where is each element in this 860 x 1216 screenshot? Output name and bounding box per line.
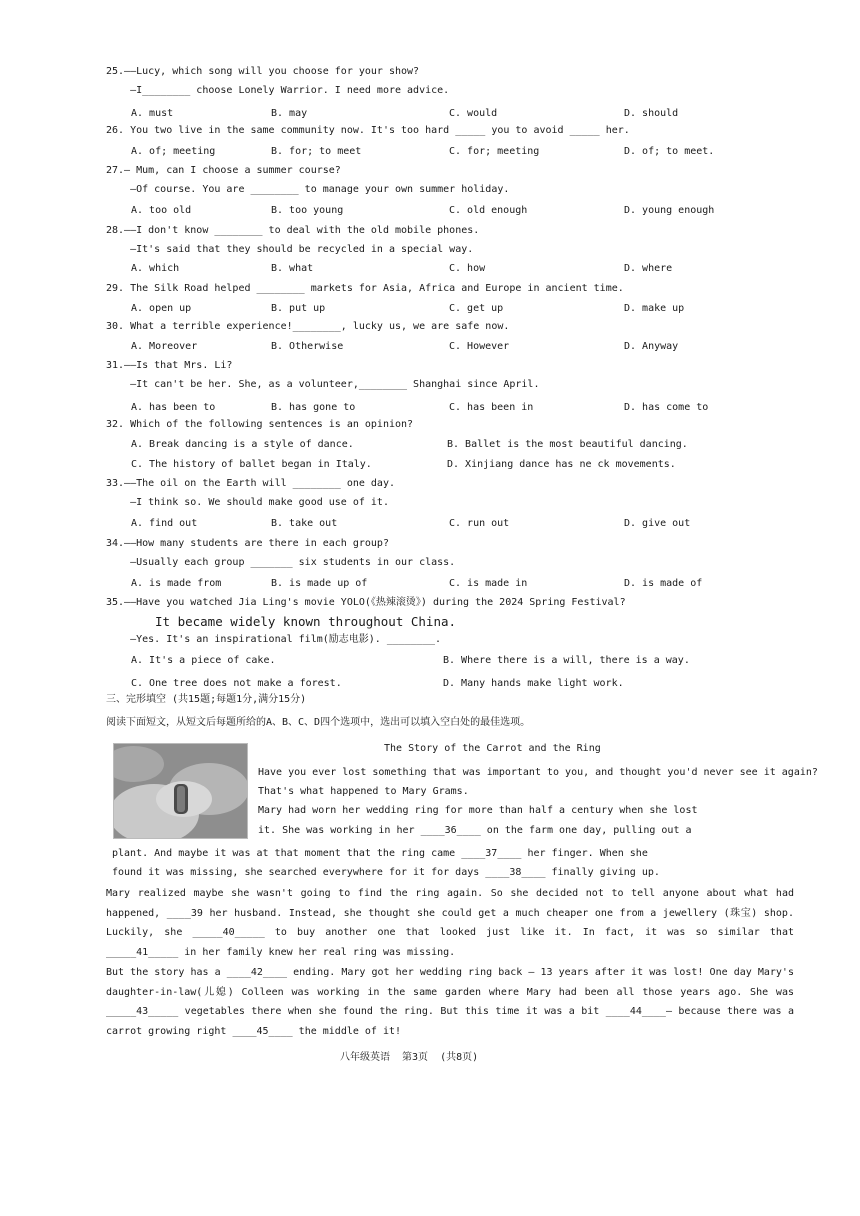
question-option[interactable]: C. run out <box>449 518 510 529</box>
question-option[interactable]: A. is made from <box>131 578 222 589</box>
blank-38[interactable]: ____38____ <box>485 867 546 878</box>
story-line-4: it. She was working in her ____36____ on the farm one day, pulling out a <box>258 825 692 836</box>
q35-option-d: D. Many hands make light work. <box>443 678 624 689</box>
question-option[interactable]: D. of; to meet. <box>624 146 715 157</box>
question-32-line-1: 32. Which of the following sentences is an opinion? <box>106 419 414 430</box>
question-option[interactable]: D. is made of <box>624 578 703 589</box>
question-option[interactable]: A. find out <box>131 518 198 529</box>
question-option[interactable]: A. Moreover <box>131 341 198 352</box>
story-line-6: found it was missing, she searched everywhere for it for days ____38____ finally giving up. <box>112 867 660 878</box>
story-title: The Story of the Carrot and the Ring <box>384 743 601 754</box>
hand-ring-photo <box>113 743 248 839</box>
q32-option-d: D. Xinjiang dance has ne ck movements. <box>447 459 676 470</box>
section-instruction: 阅读下面短文，从短文后每题所给的A、B、C、D四个选项中，选出可以填入空白处的最佳选项。 <box>106 717 531 728</box>
page-footer: 八年级英语 第3页 (共8页) <box>340 1052 479 1063</box>
question-27-line-1: 27.— Mum, can I choose a summer course? <box>106 165 341 176</box>
question-option[interactable]: C. However <box>449 341 510 352</box>
question-25-line-1: 25.——Lucy, which song will you choose for your show? <box>106 66 420 77</box>
question-option[interactable]: C. old enough <box>449 205 528 216</box>
q35-stem-line2: It became widely known throughout China. <box>155 614 457 629</box>
story-line-2: That's what happened to Mary Grams. <box>258 786 469 797</box>
question-34-line-2: —Usually each group _______ six students in our class. <box>106 557 456 568</box>
question-option[interactable]: B. take out <box>271 518 338 529</box>
question-option[interactable]: C. has been in <box>449 402 534 413</box>
story-paragraph-2: Mary realized maybe she wasn't going to find the ring again. So she decided not to tell anyone about what had happened, ____39 her husband. Instead, she thought she could get a much cheaper one from a jewellery (珠宝) shop. Luckily, she _____40_____ to buy another one that looked just like it. In fact, it was so similar that _____41_____ in her family knew her real ring was missing. <box>106 888 794 958</box>
blank-45[interactable]: ____45____ <box>232 1025 293 1037</box>
q32-option-a: A. Break dancing is a style of dance. <box>131 439 354 450</box>
story-paragraph-3: But the story has a ____42____ ending. Mary got her wedding ring back — 13 years after it was lost! One day Mary's daughter-in-law(儿媳) Colleen was working in the same garden where Mary had been all those years ago. She was _____43_____ vegetables there when she found the ring. But this time it was a bit ____44____— because there was a carrot growing right ____45____ the middle of it! <box>106 967 794 1037</box>
question-option[interactable]: C. for; meeting <box>449 146 540 157</box>
q35-reply: —Yes. It's an inspirational film(励志电影). ________. <box>106 634 442 645</box>
question-option[interactable]: D. give out <box>624 518 691 529</box>
question-33-line-1: 33.——The oil on the Earth will ________ one day. <box>106 478 395 489</box>
question-option[interactable]: D. should <box>624 108 679 119</box>
question-option[interactable]: B. what <box>271 263 314 274</box>
question-option[interactable]: A. which <box>131 263 180 274</box>
q32-option-b: B. Ballet is the most beautiful dancing. <box>447 439 688 450</box>
q35-option-c: C. One tree does not make a forest. <box>131 678 342 689</box>
question-option[interactable]: D. make up <box>624 303 685 314</box>
q35-option-b: B. Where there is a will, there is a way. <box>443 655 690 666</box>
question-27-line-2: —Of course. You are ________ to manage your own summer holiday. <box>106 184 510 195</box>
q35-option-a: A. It's a piece of cake. <box>131 655 276 666</box>
question-option[interactable]: A. of; meeting <box>131 146 216 157</box>
blank-36[interactable]: ____36____ <box>420 825 481 836</box>
question-option[interactable]: A. open up <box>131 303 192 314</box>
story-line-1: Have you ever lost something that was important to you, and thought you'd never see it again? <box>258 767 818 778</box>
section-heading: 三、完形填空 (共15题;每题1分,满分15分) <box>106 694 307 705</box>
q32-option-c: C. The history of ballet began in Italy. <box>131 459 372 470</box>
blank-37[interactable]: ____37____ <box>461 848 522 859</box>
question-28-line-1: 28.——I don't know ________ to deal with the old mobile phones. <box>106 225 480 236</box>
question-29-line-1: 29. The Silk Road helped ________ markets for Asia, Africa and Europe in ancient time. <box>106 283 624 294</box>
story-line-5: plant. And maybe it was at that moment that the ring came ____37____ her finger. When she <box>112 848 648 859</box>
question-option[interactable]: B. has gone to <box>271 402 356 413</box>
question-option[interactable]: D. Anyway <box>624 341 679 352</box>
blank-41[interactable]: _____41_____ <box>106 946 179 958</box>
question-30-line-1: 30. What a terrible experience!________, lucky us, we are safe now. <box>106 321 510 332</box>
question-option[interactable]: B. may <box>271 108 308 119</box>
blank-43[interactable]: _____43_____ <box>106 1006 179 1017</box>
question-option[interactable]: D. where <box>624 263 673 274</box>
question-33-line-2: —I think so. We should make good use of it. <box>106 497 389 508</box>
blank-39[interactable]: ____39 <box>166 907 203 919</box>
blank-42[interactable]: ____42____ <box>226 967 287 978</box>
question-option[interactable]: B. put up <box>271 303 326 314</box>
blank-40[interactable]: _____40_____ <box>192 927 265 938</box>
blank-44[interactable]: ____44____ <box>605 1006 666 1017</box>
question-31-line-1: 31.——Is that Mrs. Li? <box>106 360 233 371</box>
question-option[interactable]: C. would <box>449 108 498 119</box>
question-28-line-2: —It's said that they should be recycled in a special way. <box>106 244 474 255</box>
question-option[interactable]: C. how <box>449 263 486 274</box>
question-option[interactable]: A. too old <box>131 205 192 216</box>
question-option[interactable]: C. get up <box>449 303 504 314</box>
question-option[interactable]: A. must <box>131 108 174 119</box>
question-31-line-2: —It can't be her. She, as a volunteer,________ Shanghai since April. <box>106 379 540 390</box>
question-option[interactable]: B. is made up of <box>271 578 368 589</box>
question-option[interactable]: D. has come to <box>624 402 709 413</box>
story-line-3: Mary had worn her wedding ring for more than half a century when she lost <box>258 805 698 816</box>
question-34-line-1: 34.——How many students are there in each group? <box>106 538 389 549</box>
question-25-line-2: —I________ choose Lonely Warrior. I need more advice. <box>106 85 450 96</box>
question-option[interactable]: B. too young <box>271 205 344 216</box>
question-option[interactable]: B. Otherwise <box>271 341 344 352</box>
question-option[interactable]: D. young enough <box>624 205 715 216</box>
question-option[interactable]: B. for; to meet <box>271 146 362 157</box>
q35-stem: 35.——Have you watched Jia Ling's movie YOLO(《热辣滚烫》) during the 2024 Spring Festival? <box>106 597 626 608</box>
question-option[interactable]: A. has been to <box>131 402 216 413</box>
question-26-line-1: 26. You two live in the same community now. It's too hard _____ you to avoid _____ her. <box>106 125 630 136</box>
question-option[interactable]: C. is made in <box>449 578 528 589</box>
